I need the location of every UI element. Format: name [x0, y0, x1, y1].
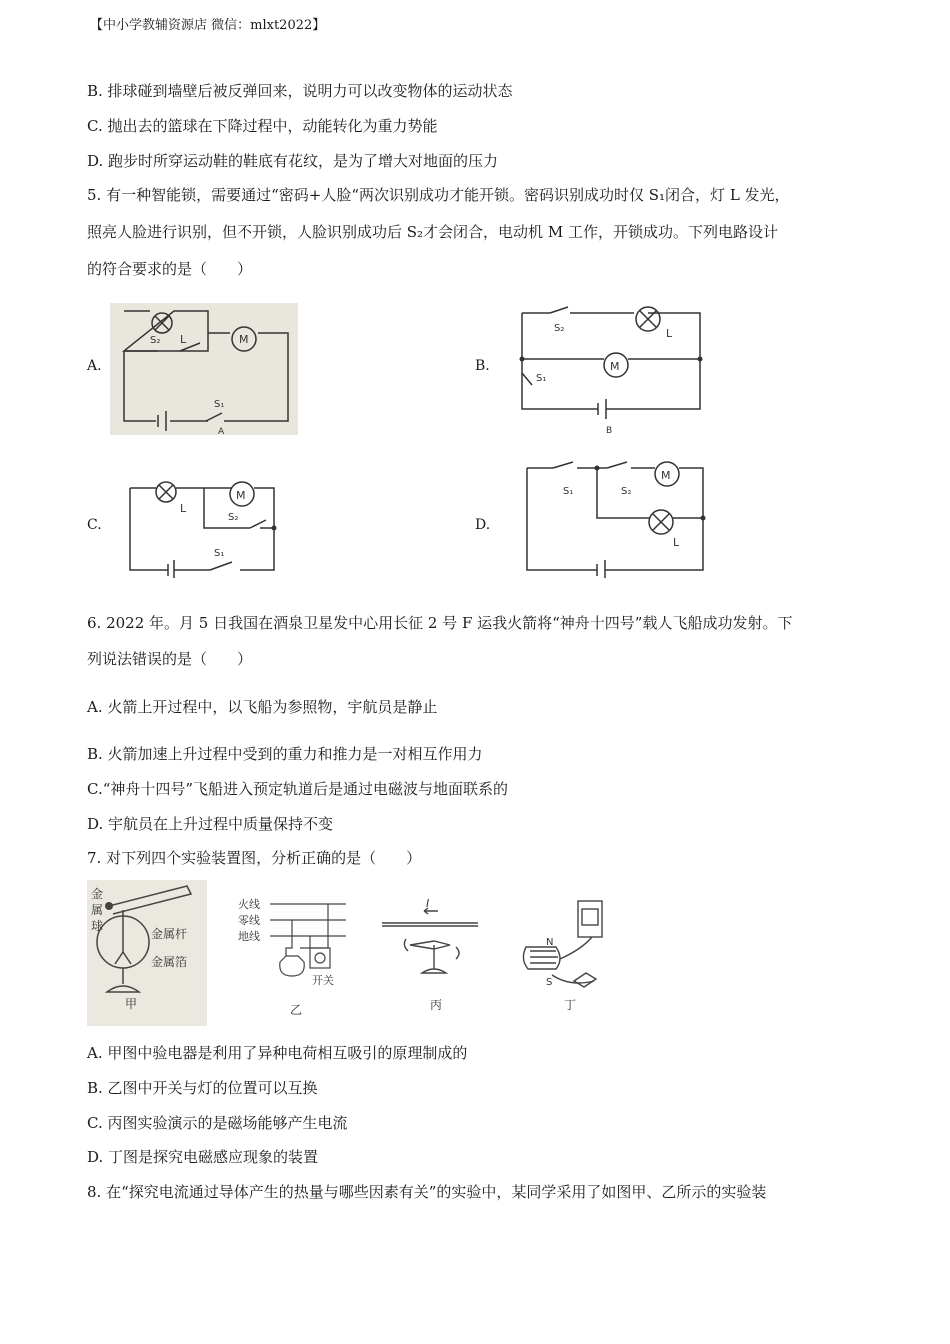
q6-option-b: B. 火箭加速上升过程中受到的重力和推力是一对相互作用力 [87, 745, 483, 763]
q6-option-c: C.“神舟十四号”飞船进入预定轨道后是通过电磁波与地面联系的 [87, 780, 509, 798]
switch-s2-label-d: S₂ [621, 486, 632, 497]
figure-bing-oersted [380, 895, 480, 1015]
label-zero-wire: 零线 [238, 914, 260, 927]
q6-option-a: A. 火箭上开过程中，以飞船为参照物，宇航员是静止 [87, 698, 438, 716]
circuit-caption-b: B [606, 426, 613, 435]
caption-ding: 丁 [564, 998, 577, 1012]
label-ground-wire: 地线 [238, 930, 260, 943]
q5-option-c-label: C. [87, 517, 102, 533]
lamp-label-c: L [180, 502, 187, 515]
q8-stem-line1: 8. 在“探究电流通过导体产生的热量与哪些因素有关”的实验中，某同学采用了如图甲、乙所示的实验装 [87, 1183, 767, 1201]
switch-s1-label-b: S₁ [536, 373, 547, 384]
lamp-label-a: L [180, 333, 187, 346]
q4-option-c: C. 抛出去的篮球在下降过程中，动能转化为重力势能 [87, 117, 438, 135]
page-header: 【中小学教辅资源店 微信：mlxt2022】 [90, 18, 326, 33]
label-current-i: I [426, 897, 430, 910]
label-metal-ball-part3: 球 [91, 919, 104, 933]
lamp-label-b: L [666, 327, 673, 340]
q5-stem-line3: 的符合要求的是（ ） [87, 260, 253, 278]
q7-option-d: D. 丁图是探究电磁感应现象的装置 [87, 1148, 319, 1166]
label-metal-ball-part2: 属 [91, 903, 104, 917]
switch-s1-label-a: S₁ [214, 399, 225, 410]
figure-jia-electroscope [87, 880, 207, 1026]
q5-option-d-label: D. [475, 517, 491, 533]
switch-s2-label-c: S₂ [228, 512, 239, 523]
switch-s1-label-d: S₁ [563, 486, 574, 497]
label-metal-foil: 金属箔 [151, 955, 188, 969]
lamp-label-d: L [673, 536, 680, 549]
q4-option-d: D. 跑步时所穿运动鞋的鞋底有花纹，是为了增大对地面的压力 [87, 152, 499, 170]
q7-stem: 7. 对下列四个实验装置图，分析正确的是（ ） [87, 849, 422, 867]
figure-ding-apparatus [516, 895, 620, 1015]
caption-jia: 甲 [125, 997, 138, 1011]
figure-yi-wiring [238, 890, 348, 1020]
q5-option-b-label: B. [475, 358, 490, 374]
motor-label-c: M [236, 489, 246, 502]
q4-option-b: B. 排球碰到墙壁后被反弹回来，说明力可以改变物体的运动状态 [87, 82, 513, 100]
q6-option-d: D. 宇航员在上升过程中质量保持不变 [87, 815, 334, 833]
switch-s2-label-b: S₂ [554, 323, 565, 334]
q7-option-b: B. 乙图中开关与灯的位置可以互换 [87, 1079, 318, 1097]
label-pole-s: S [546, 977, 553, 988]
motor-label-a: M [239, 333, 249, 346]
label-fire-wire: 火线 [238, 898, 260, 911]
motor-label-d: M [661, 469, 671, 482]
circuit-diagram-c [128, 478, 280, 578]
circuit-diagram-d [523, 460, 711, 578]
switch-s2-label-a: S₂ [150, 335, 161, 346]
q5-stem-line1: 5. 有一种智能锁，需要通过“密码+人脸“两次识别成功才能开锁。密码识别成功时仅 S₁闭合，灯 L 发光， [87, 186, 790, 204]
switch-s1-label-c: S₁ [214, 548, 225, 559]
label-metal-ball-part1: 金 [91, 887, 104, 901]
q5-option-a-label: A. [87, 358, 102, 374]
q6-stem-line1: 6. 2022 年。月 5 日我国在酒泉卫星发中心用长征 2 号 F 运我火箭将“神舟十四号”载人飞船成功发射。下 [87, 614, 793, 632]
label-switch: 开关 [312, 974, 334, 987]
circuit-diagram-b [510, 303, 710, 435]
label-pole-n: N [546, 937, 554, 948]
q7-option-c: C. 丙图实验演示的是磁场能够产生电流 [87, 1114, 348, 1132]
caption-bing: 丙 [430, 998, 443, 1012]
q5-stem-line2: 照亮人脸进行识别，但不开锁，人脸识别成功后 S₂才会闭合，电动机 M 工作，开锁成功。下列电路设计 [87, 223, 778, 241]
q6-stem-line2: 列说法错误的是（ ） [87, 650, 253, 668]
motor-label-b: M [610, 360, 620, 373]
caption-yi: 乙 [290, 1003, 303, 1017]
circuit-diagram-a [110, 303, 298, 435]
q7-option-a: A. 甲图中验电器是利用了异种电荷相互吸引的原理制成的 [87, 1044, 468, 1062]
circuit-caption-a: A [218, 427, 225, 435]
label-metal-rod: 金属杆 [151, 927, 188, 941]
